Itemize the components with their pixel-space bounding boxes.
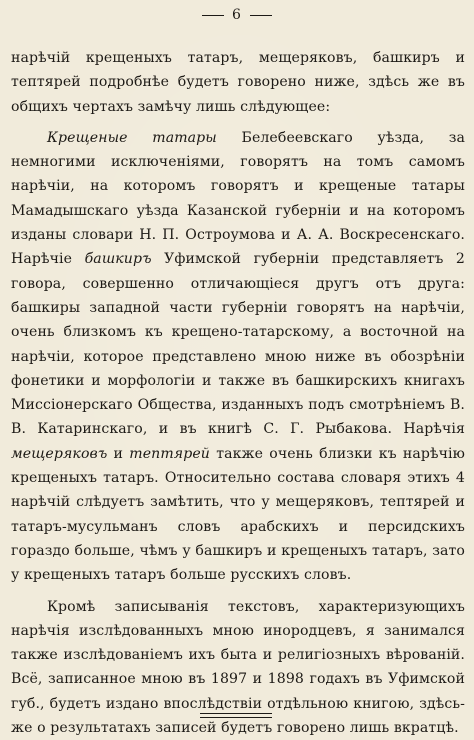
- term-bashkir: башкиръ: [84, 251, 152, 268]
- paragraph-2-text-a: Белебеевскаго уѣзда, за немногими исключеніями, говорятъ на томъ самомъ нарѣчіи, на которомъ говорятъ и крещеные татары Мамадышскаго уѣзда Казанской губерніи и на которомъ изданы словари Н. П. Остроумова и А. А. Воскресенскаго. Нарѣчіе: [11, 129, 465, 268]
- term-kreshchenye-tatary: Крещеные татары: [47, 129, 217, 146]
- paragraph-1-text: нарѣчій крещеныхъ татаръ, мещеряковъ, башкиръ и тептярей подробнѣе будетъ говорено ниже, здѣсь же въ общихъ чертахъ замѣчу лишь слѣдующее:: [11, 50, 465, 115]
- paragraph-2: [11, 126, 465, 588]
- paragraph-2-text-c: и: [107, 445, 130, 462]
- paragraph-2-text-b: Уфимской губерніи представляетъ 2 говора, совершенно отличающіеся другъ отъ друга: башкиры западной части губерніи говорятъ на нарѣчіи, очень близкомъ къ крещено-татарскому, а восточной на нарѣчіи, которое представлено мною ниже въ обозрѣніи фонетики и морфологіи и также въ башкирскихъ книгахъ Миссіонерскаго Общества, изданныхъ подъ смотрѣніемъ В. В. Катаринскаго, и въ книгѣ С. Г. Рыбакова. Нарѣчія: [11, 251, 465, 438]
- paragraph-3: [11, 595, 465, 740]
- paragraph-3-text: Кромѣ записыванія текстовъ, характеризующихъ нарѣчія изслѣдованныхъ мною инородцевъ, я занимался также изслѣдованіемъ ихъ быта и религіозныхъ вѣрованій. Всё, записанное мною въ 1897 и 1898 годахъ въ Уфимской губ., будетъ издано впослѣдствіи отдѣльною книгою, здѣсь-же о результатахъ записей будетъ говорено лишь вкратцѣ.: [11, 598, 465, 737]
- term-teptyarei: тептярей: [129, 445, 210, 462]
- term-meshcheryakov: мещеряковъ: [11, 445, 108, 462]
- body-text: [11, 46, 465, 740]
- header-dash-right: [250, 15, 272, 16]
- header-dash-left: [202, 15, 224, 16]
- paragraph-1: [11, 46, 465, 119]
- closing-rule: [200, 713, 272, 718]
- paragraph-2-text-d: также очень близки къ нарѣчію крещеныхъ татаръ. Относительно состава словаря этихъ 4 нарѣчій слѣдуетъ замѣтить, что у мещеряковъ, тептярей и татаръ-мусульманъ словъ арабскихъ и персидскихъ гораздо больше, чѣмъ у башкиръ и крещеныхъ татаръ, зато у крещеныхъ татаръ больше русскихъ словъ.: [11, 445, 465, 584]
- page-number: 6: [232, 7, 242, 23]
- page-header: [0, 6, 474, 24]
